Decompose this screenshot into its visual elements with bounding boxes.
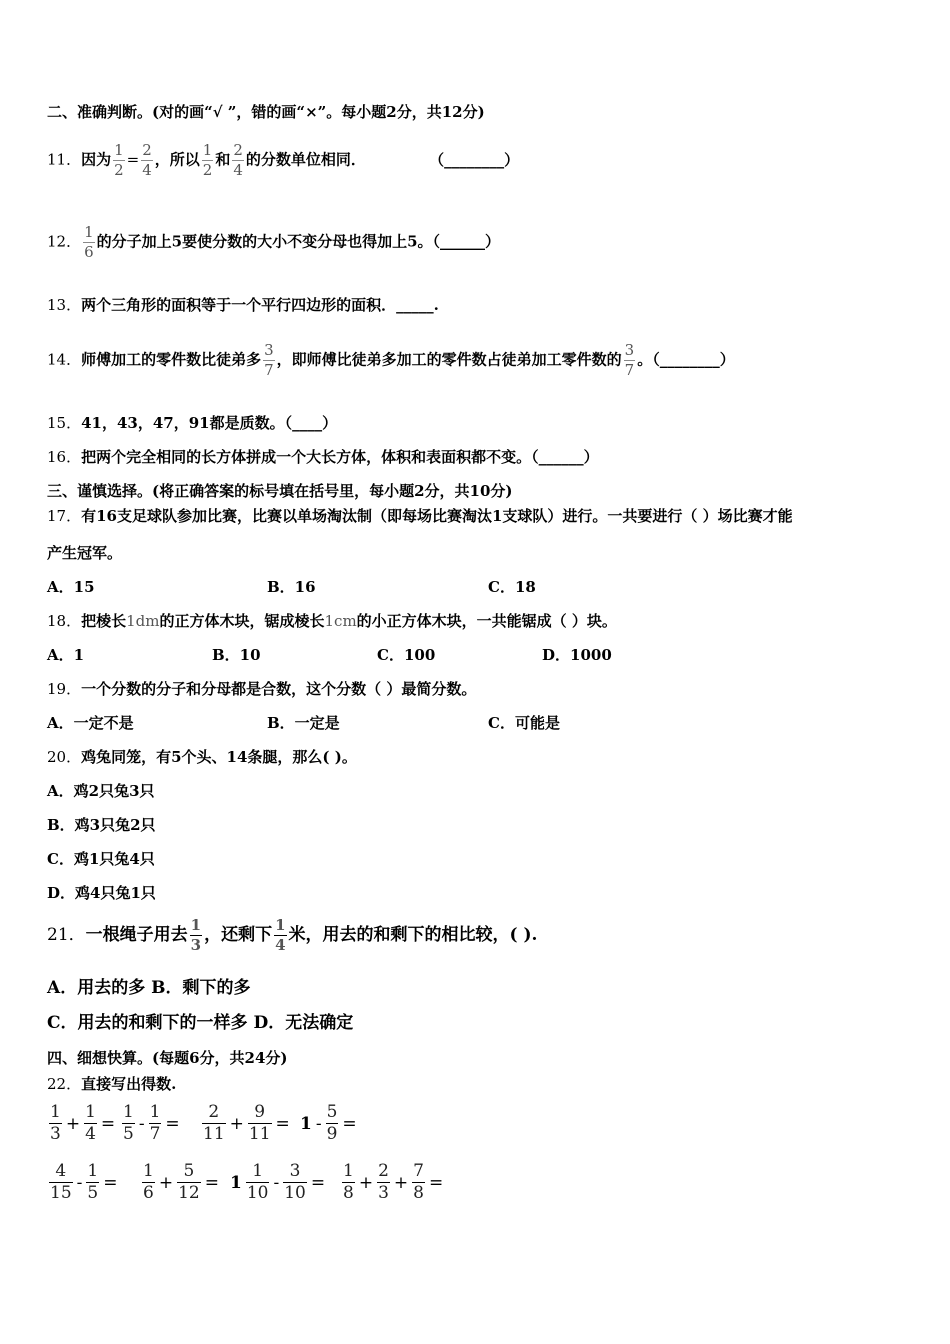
fraction: $\frac{7}{8}$ <box>413 1161 424 1203</box>
fraction: $\frac{1}{7}$ <box>149 1102 161 1144</box>
fraction: $\frac{3}{10}$ <box>284 1161 306 1203</box>
q18-option-b[interactable]: B．10 <box>212 646 261 664</box>
q21-options-ab[interactable]: A．用去的多 B．剩下的多 <box>47 978 251 998</box>
q21-fraction-2: $\frac{1}{4}$ <box>275 916 286 954</box>
q11-text-2: ，所以 <box>154 150 200 169</box>
q14-text-2: ，即师傅比徒弟多加工的零件数占徒弟加工零件数的 <box>276 350 622 369</box>
q14-text-1: 师傅加工的零件数比徒弟多 <box>81 350 262 369</box>
fraction: $\frac{1}{8}$ <box>343 1161 354 1203</box>
fraction: $\frac{1}{3}$ <box>50 1102 61 1144</box>
whole-number: 1 <box>230 1172 242 1193</box>
q18-text-1: 把棱长 <box>81 612 127 630</box>
q19-option-c[interactable]: C．可能是 <box>488 714 560 732</box>
q18-unit-dm: 1dm <box>126 612 160 630</box>
fraction: $\frac{5}{12}$ <box>178 1161 200 1203</box>
q13-number: 13． <box>47 296 82 314</box>
q11-fraction-1: $\frac{1}{2}$ <box>114 141 124 179</box>
operator: + <box>158 1172 174 1193</box>
q14-text-3: 。（________） <box>637 350 735 369</box>
question-22 <box>47 1074 176 1094</box>
q19-text: 一个分数的分子和分母都是合数，这个分数（ ）最简分数。 <box>81 680 477 698</box>
q17-option-a[interactable]: A．15 <box>47 578 95 596</box>
operator: - <box>315 1113 322 1134</box>
q17-number: 17． <box>47 507 82 525</box>
calc-expression-1-1 <box>47 1104 117 1143</box>
q19-option-b[interactable]: B．一定是 <box>267 714 340 732</box>
q17-continuation: 产生冠军。 <box>47 544 123 562</box>
q12-number: 12． <box>47 232 82 251</box>
q18-number: 18． <box>47 612 82 630</box>
q18-text-2: 的正方体木块，锯成棱长 <box>159 612 325 630</box>
q11-answer-blank[interactable]: （________） <box>429 150 520 169</box>
fraction: $\frac{1}{5}$ <box>123 1102 134 1144</box>
operator: - <box>273 1172 280 1193</box>
q20-option-b[interactable]: B．鸡3只兔2只 <box>47 816 156 834</box>
question-15 <box>47 413 337 433</box>
q11-text-1: 因为 <box>81 150 112 169</box>
operator: - <box>76 1172 83 1193</box>
q20-option-a[interactable]: A．鸡2只兔3只 <box>47 782 155 800</box>
question-17 <box>47 506 793 526</box>
calc-expression-2-4 <box>340 1163 445 1202</box>
operator: + <box>393 1172 409 1193</box>
q15-text: 41，43，47，91都是质数。（____） <box>81 414 338 432</box>
q12-fraction: $\frac{1}{6}$ <box>84 223 94 261</box>
q17-text: 有16支足球队参加比赛，比赛以单场淘汰制（即每场比赛淘汰1支球队）进行。一共要进行（ ）场比赛才能 <box>81 507 793 525</box>
question-11 <box>47 143 519 178</box>
q11-number: 11． <box>47 150 82 169</box>
calc-expression-2-3 <box>228 1163 327 1202</box>
q22-number: 22． <box>47 1075 82 1093</box>
question-12 <box>47 225 500 260</box>
q17-option-c[interactable]: C．18 <box>488 578 536 596</box>
q11-text-4: 的分数单位相同． <box>245 150 366 169</box>
q21-options-cd[interactable]: C．用去的和剩下的一样多 D．无法确定 <box>47 1013 354 1033</box>
question-19 <box>47 679 476 699</box>
fraction: $\frac{4}{15}$ <box>50 1161 72 1203</box>
fraction: $\frac{2}{11}$ <box>203 1102 225 1144</box>
q15-number: 15． <box>47 414 82 432</box>
q12-text: 的分子加上5要使分数的大小不变分母也得加上5。（______） <box>96 232 501 251</box>
q11-equals: = <box>126 150 140 169</box>
section2-heading: 二、准确判断。(对的画“√ ”，错的画“×”。每小题2分，共12分) <box>47 103 485 121</box>
equals-sign: = <box>428 1172 444 1193</box>
q22-text: 直接写出得数. <box>81 1075 177 1093</box>
q19-option-a[interactable]: A．一定不是 <box>47 714 134 732</box>
operator: + <box>65 1113 81 1134</box>
equals-sign: = <box>310 1172 326 1193</box>
question-21 <box>47 918 537 953</box>
q21-text-2: ，还剩下 <box>204 925 273 945</box>
q21-text-1: 一根绳子用去 <box>85 925 188 945</box>
equals-sign: = <box>204 1172 219 1193</box>
q14-fraction-2: $\frac{3}{7}$ <box>624 341 635 379</box>
equals-sign: = <box>342 1113 357 1134</box>
calc-expression-2-1 <box>47 1163 119 1202</box>
question-18 <box>47 611 617 631</box>
question-14 <box>47 343 735 378</box>
q21-number: 21． <box>47 925 86 945</box>
q18-option-c[interactable]: C．100 <box>377 646 436 664</box>
q18-option-d[interactable]: D．1000 <box>542 646 612 664</box>
q20-text: 鸡兔同笼，有5个头、14条腿，那么( )。 <box>81 748 357 766</box>
q11-fraction-2: $\frac{2}{4}$ <box>142 141 152 179</box>
q11-fraction-4: $\frac{2}{4}$ <box>233 141 243 179</box>
fraction: $\frac{1}{5}$ <box>87 1161 99 1203</box>
q18-unit-cm: 1cm <box>324 612 357 630</box>
q21-text-3: 米，用去的和剩下的相比较，( ). <box>288 925 538 945</box>
question-20 <box>47 747 357 767</box>
calc-expression-2-2 <box>140 1163 221 1202</box>
q19-number: 19． <box>47 680 82 698</box>
q14-number: 14． <box>47 350 82 369</box>
q18-text-3: 的小正方体木块，一共能锯成（ ）块。 <box>356 612 617 630</box>
fraction: $\frac{1}{6}$ <box>143 1161 154 1203</box>
calc-expression-1-4 <box>298 1104 359 1143</box>
q14-fraction-1: $\frac{3}{7}$ <box>264 341 274 379</box>
q20-option-c[interactable]: C．鸡1只兔4只 <box>47 850 155 868</box>
fraction: $\frac{1}{4}$ <box>85 1102 96 1144</box>
q13-text: 两个三角形的面积等于一个平行四边形的面积．_____. <box>81 296 439 314</box>
equals-sign: = <box>165 1113 180 1134</box>
q16-text: 把两个完全相同的长方体拼成一个大长方体，体积和表面积都不变。（______） <box>81 448 599 466</box>
operator: + <box>229 1113 244 1134</box>
equals-sign: = <box>100 1113 116 1134</box>
equals-sign: = <box>275 1113 290 1134</box>
whole-number: 1 <box>300 1113 312 1134</box>
fraction: $\frac{9}{11}$ <box>248 1102 271 1144</box>
q20-number: 20． <box>47 748 82 766</box>
operator: + <box>358 1172 374 1193</box>
q17-option-b[interactable]: B．16 <box>267 578 316 596</box>
q21-fraction-1: $\frac{1}{3}$ <box>190 916 202 954</box>
calc-expression-1-2 <box>120 1104 182 1143</box>
q16-number: 16． <box>47 448 82 466</box>
calc-expression-1-3 <box>200 1104 292 1143</box>
fraction: $\frac{1}{10}$ <box>246 1161 269 1203</box>
section3-heading: 三、谨慎选择。(将正确答案的标号填在括号里，每小题2分，共10分) <box>47 482 513 500</box>
question-16 <box>47 447 599 467</box>
operator: - <box>138 1113 145 1134</box>
question-13 <box>47 295 439 315</box>
q11-fraction-3: $\frac{1}{2}$ <box>202 141 213 179</box>
q18-option-a[interactable]: A．1 <box>47 646 85 664</box>
equals-sign: = <box>103 1172 118 1193</box>
section4-heading: 四、细想快算。(每题6分，共24分) <box>47 1049 288 1067</box>
fraction: $\frac{2}{3}$ <box>378 1161 389 1203</box>
fraction: $\frac{5}{9}$ <box>326 1102 338 1144</box>
q11-text-3: 和 <box>215 150 231 169</box>
q20-option-d[interactable]: D．鸡4只兔1只 <box>47 884 156 902</box>
